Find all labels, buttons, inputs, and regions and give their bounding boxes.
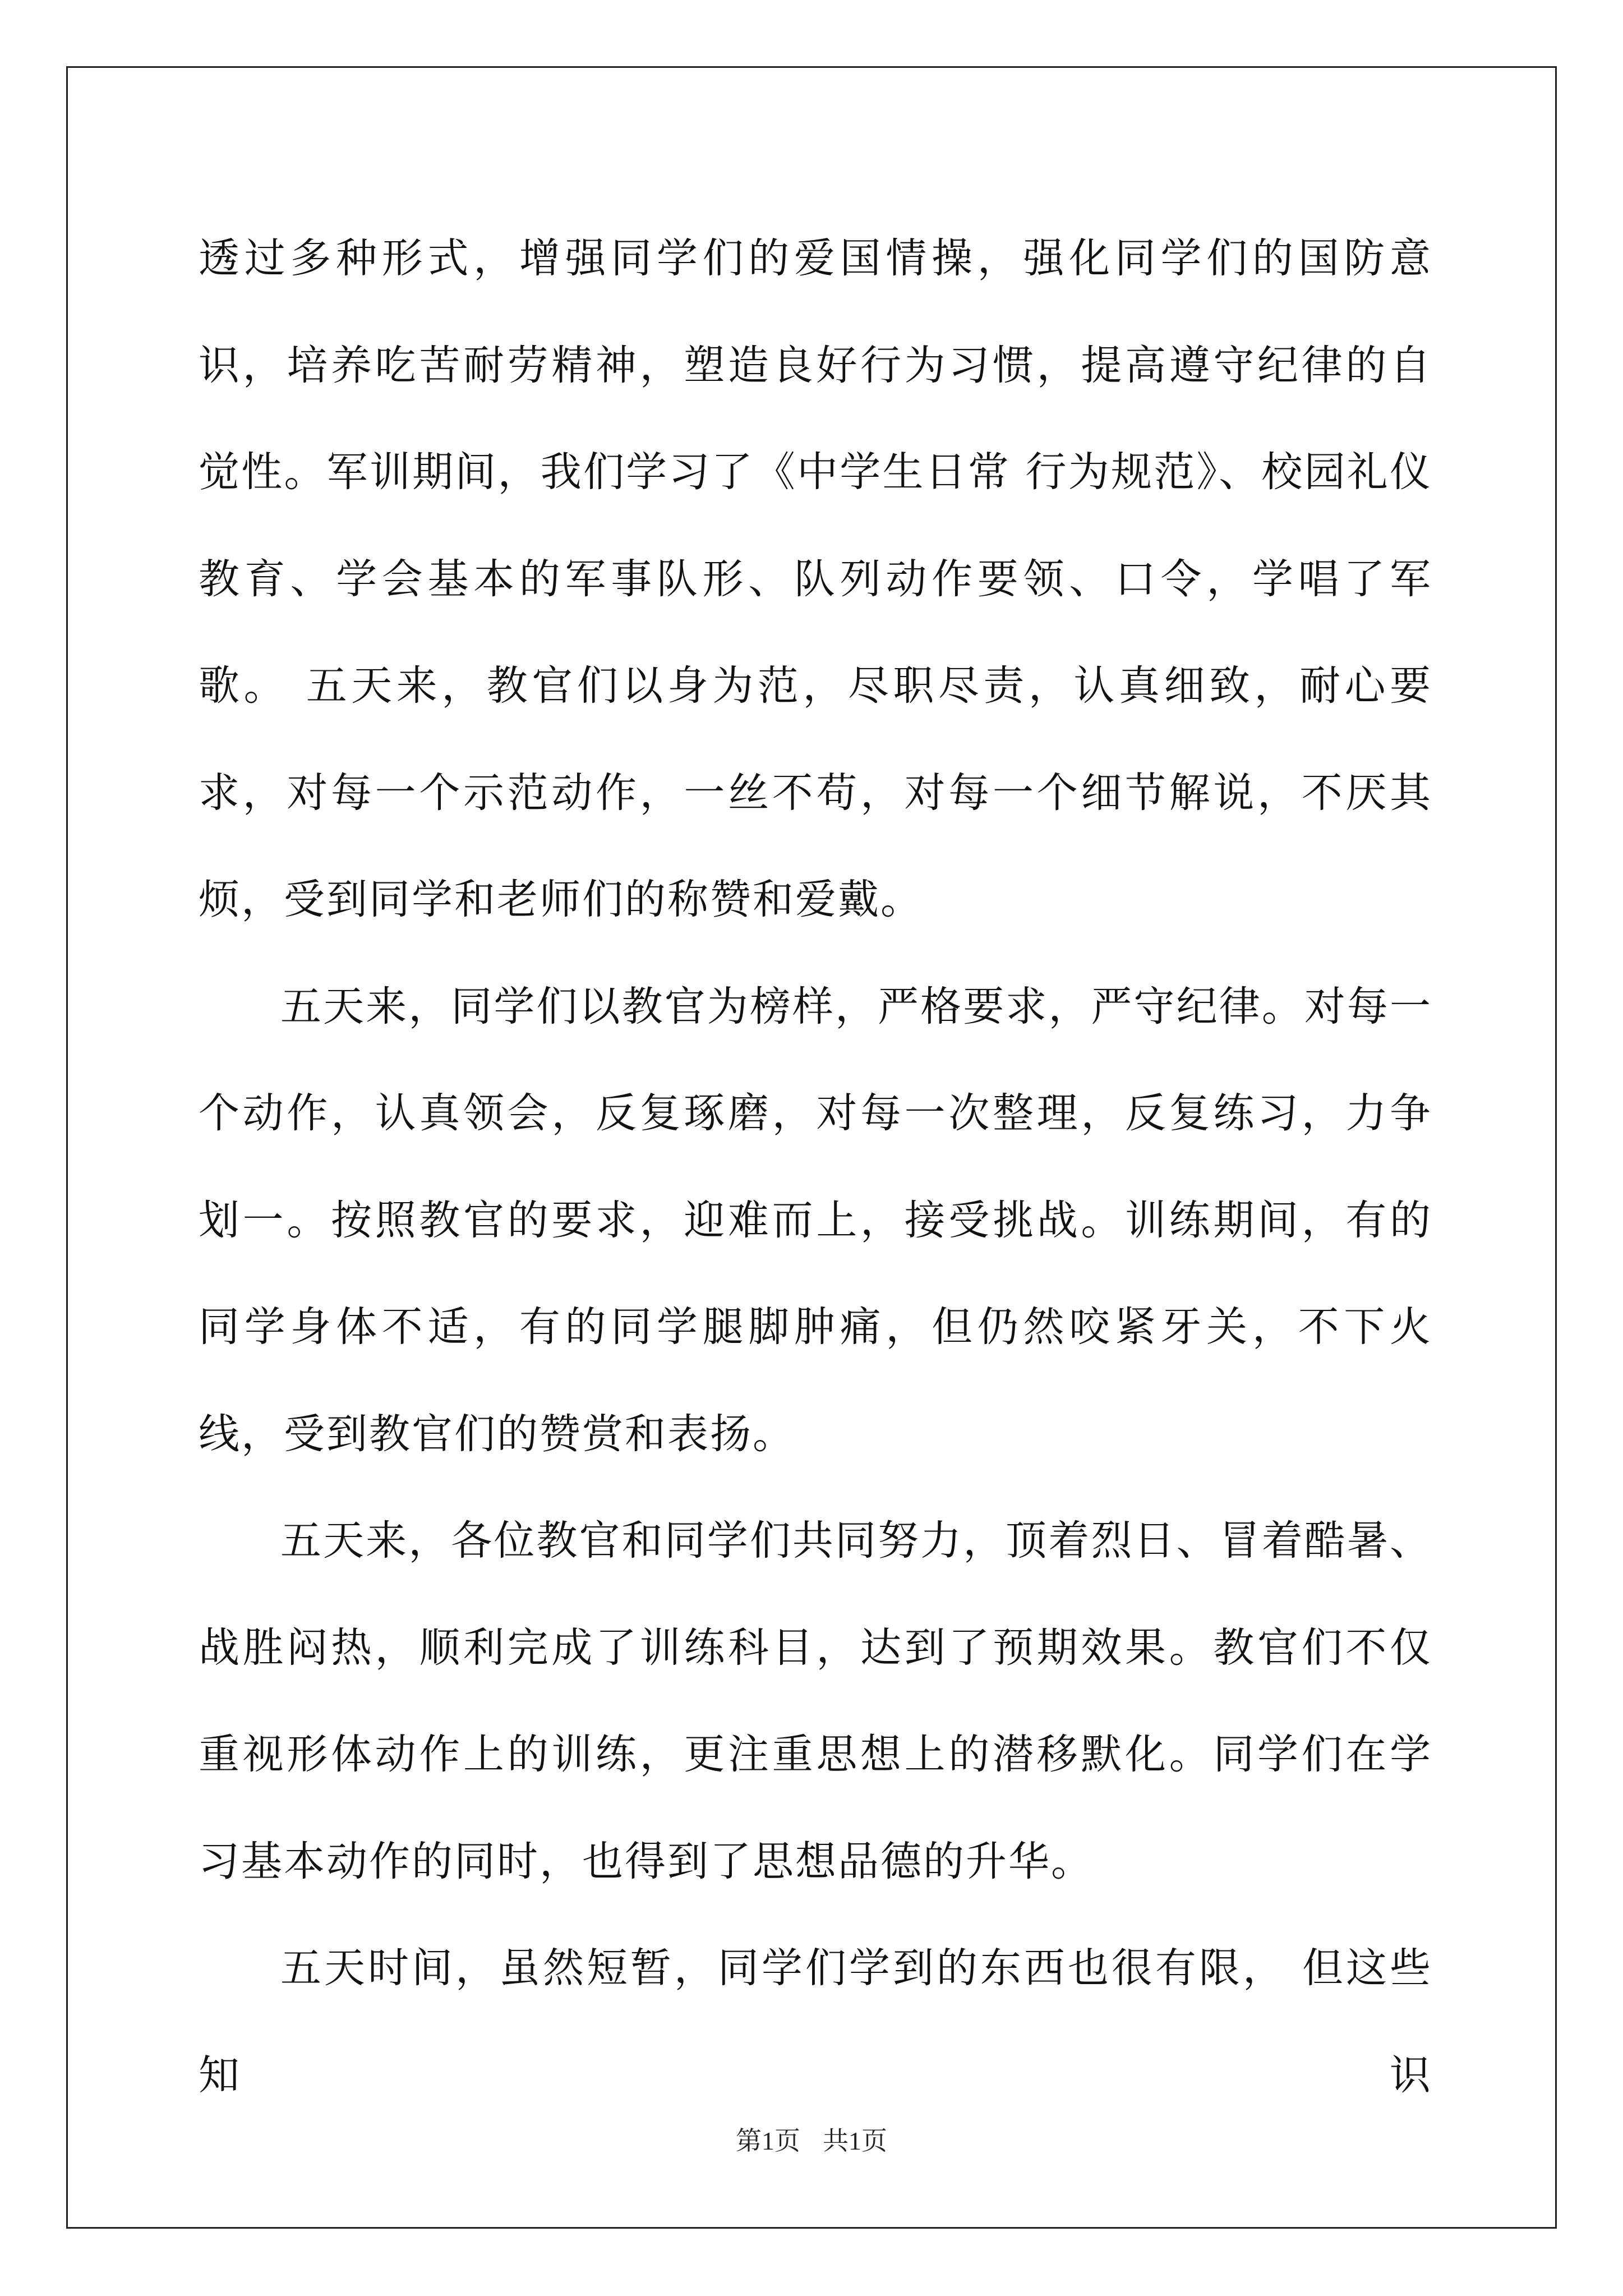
paragraph-1: 透过多种形式，增强同学们的爱国情操，强化同学们的国防意识，培养吃苦耐劳精神，塑造良好行为习惯，提高遵守纪律的自觉性。军训期间，我们学习了《中学生日常 行为规范》、校园礼仪教育、学会基本的军事队形、队列动作要领、口令，学唱了军歌。 五天来，教官们以身为范，尽职尽责，认真细致，耐心要求，对每一个示范动作，一丝不苟，对每一个细节解说，不厌其烦，受到同学和老师们的称赞和爱戴。 bbox=[199, 234, 1432, 923]
page-footer bbox=[0, 2120, 1623, 2157]
page-number: 第1页 bbox=[736, 2127, 800, 2155]
page-total: 共1页 bbox=[823, 2127, 887, 2155]
document-body bbox=[199, 205, 1432, 2129]
paragraph-3: 五天来，各位教官和同学们共同努力，顶着烈日、冒着酷暑、战胜闷热，顺利完成了训练科目，达到了预期效果。教官们不仅重视形体动作上的训练，更注重思想上的潜移默化。同学们在学习基本动作的同时，也得到了思想品德的升华。 bbox=[199, 1517, 1432, 1885]
paragraph-4: 五天时间，虽然短暂，同学们学到的东西也很有限， 但这些知识 bbox=[199, 1944, 1432, 2099]
paragraph-2: 五天来，同学们以教官为榜样，严格要求，严守纪律。对每一个动作，认真领会，反复琢磨，对每一次整理，反复练习，力争划一。按照教官的要求，迎难而上，接受挑战。训练期间，有的同学身体不适，有的同学腿脚肿痛，但仍然咬紧牙关，不下火线，受到教官们的赞赏和表扬。 bbox=[199, 982, 1432, 1458]
